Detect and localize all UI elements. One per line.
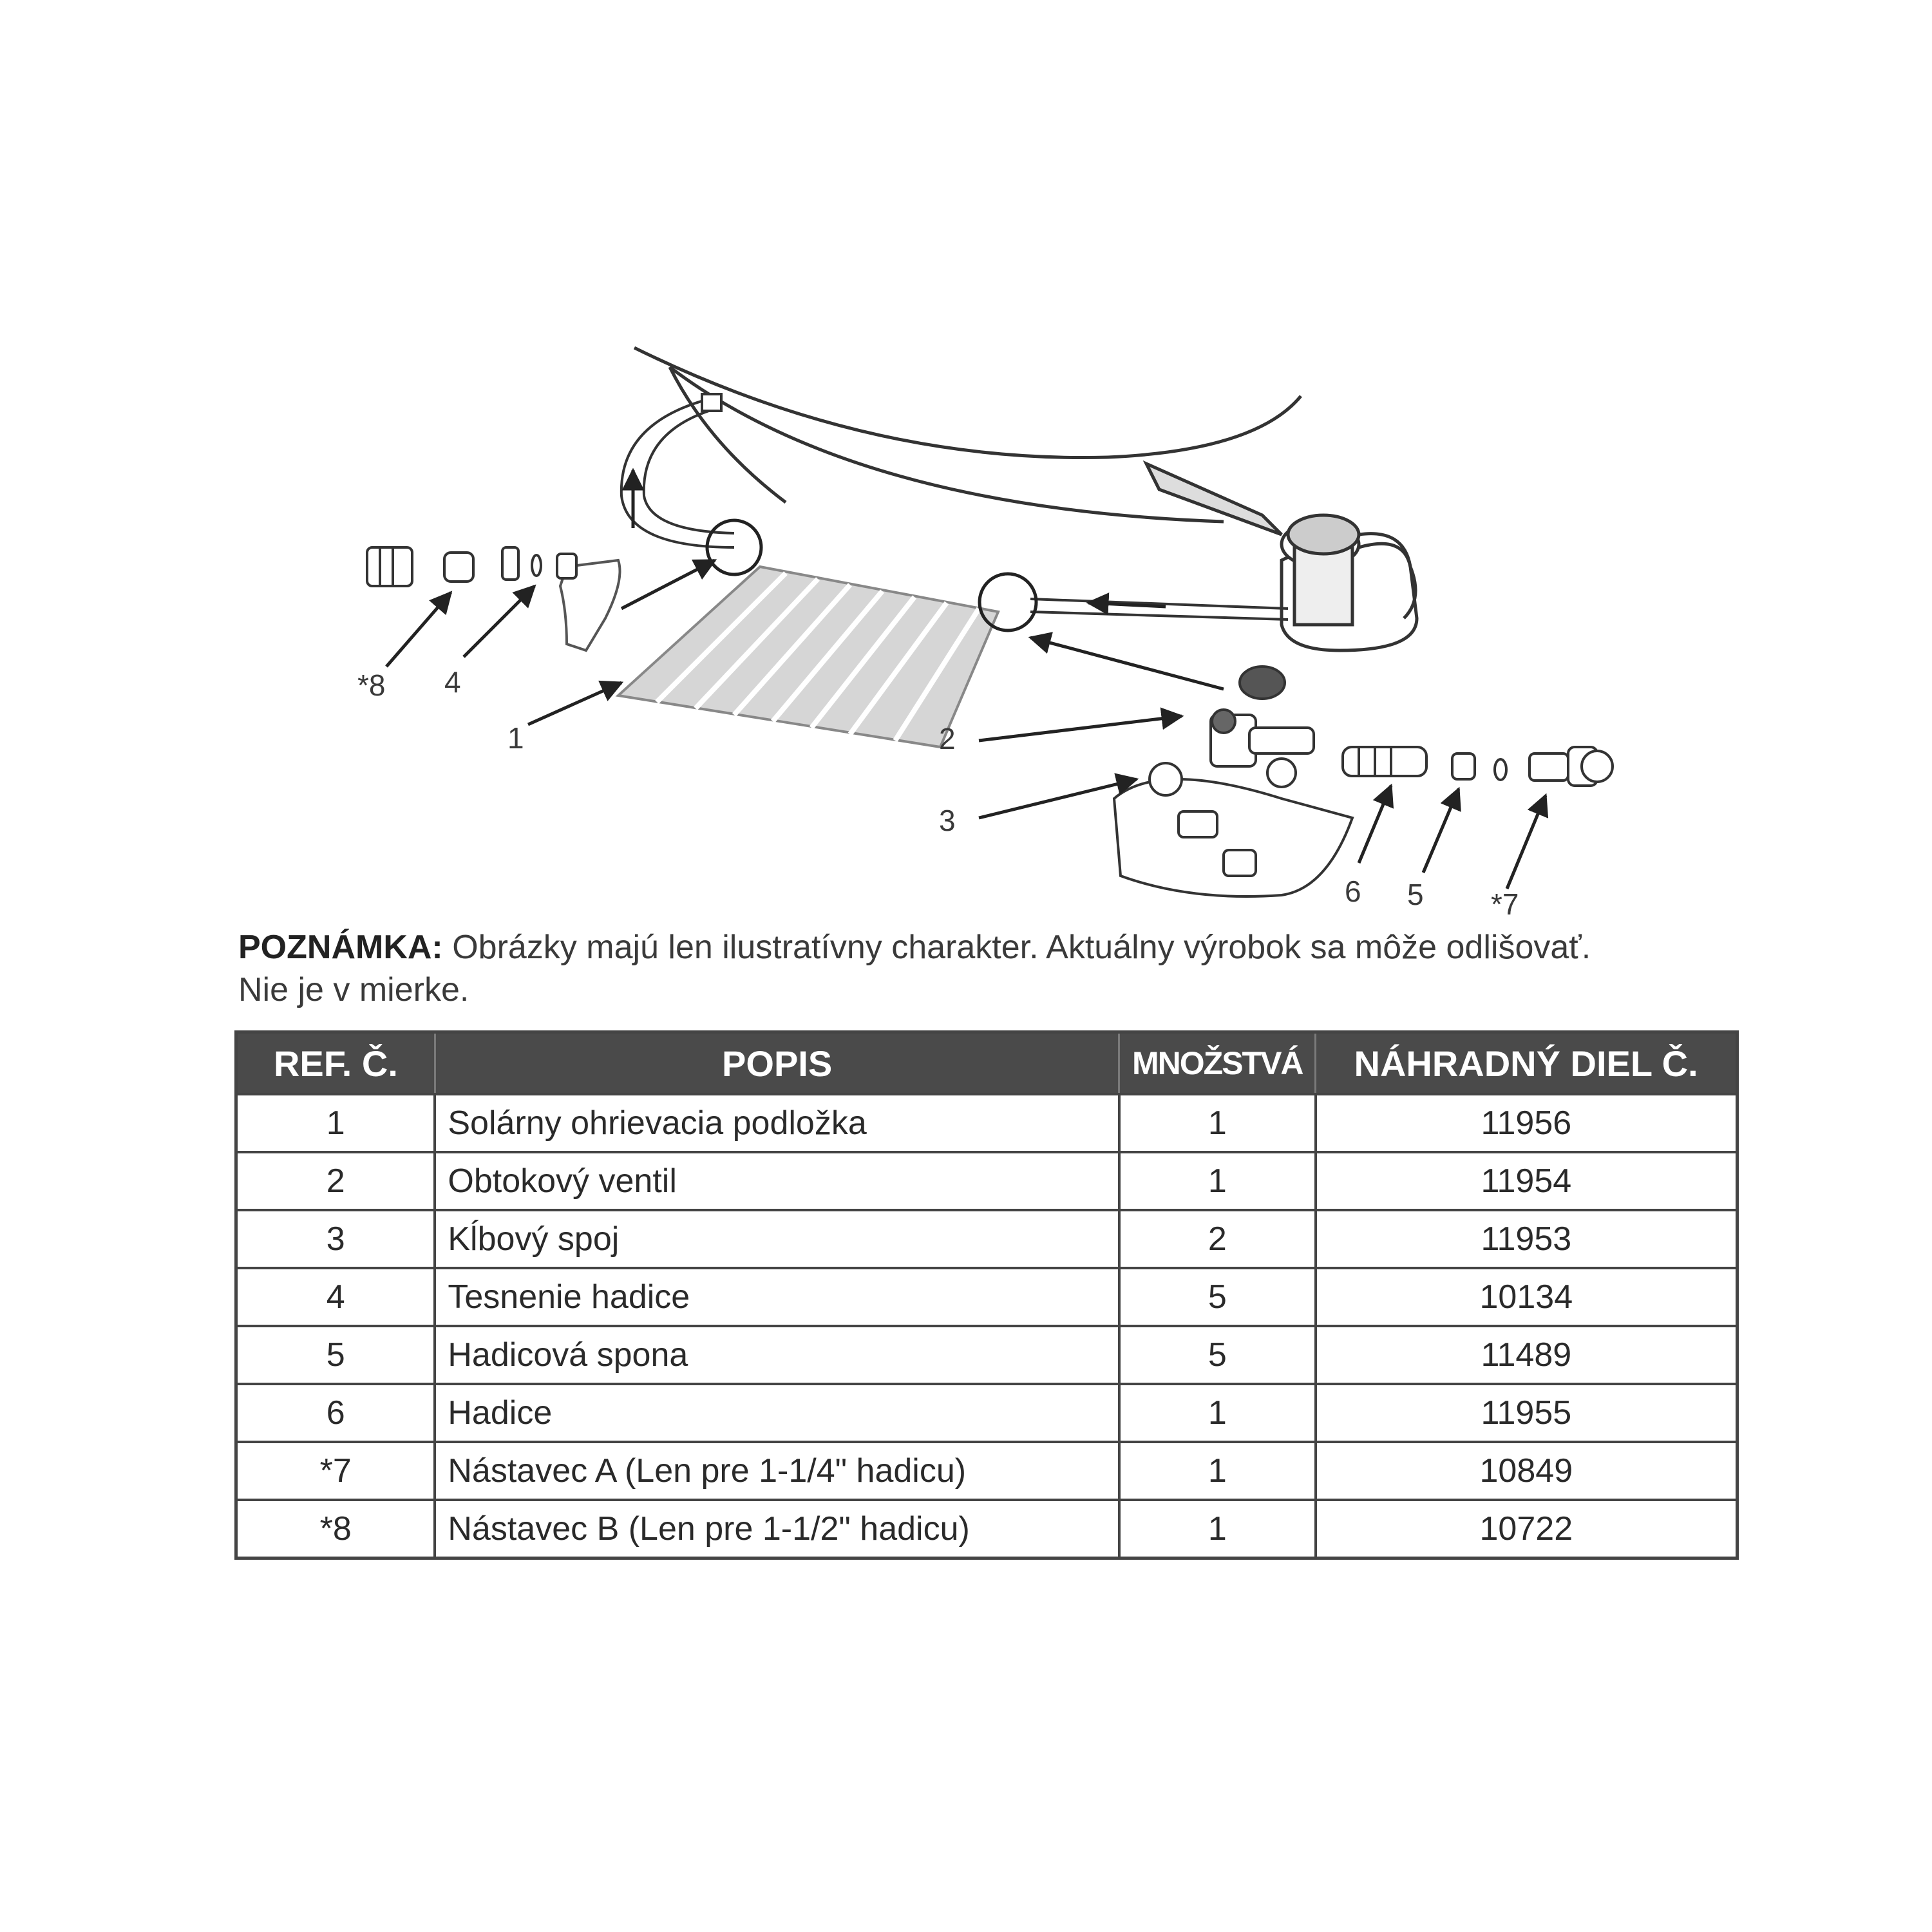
cell-description: Hadicová spona <box>435 1326 1119 1384</box>
cell-part-number: 11956 <box>1316 1094 1738 1152</box>
callout-label: 5 <box>1407 878 1424 911</box>
cell-description: Obtokový ventil <box>435 1152 1119 1210</box>
hose-right <box>1343 747 1426 776</box>
cell-quantity: 1 <box>1119 1442 1316 1500</box>
cell-quantity: 1 <box>1119 1500 1316 1558</box>
pump-hose <box>1030 599 1288 620</box>
cell-quantity: 5 <box>1119 1326 1316 1384</box>
hose-clamp-right <box>1452 753 1506 780</box>
table-row <box>236 1210 1738 1268</box>
cell-description: Nástavec B (Len pre 1-1/2" hadicu) <box>435 1500 1119 1558</box>
mat-outlet-circle <box>980 574 1036 630</box>
cell-ref: 5 <box>236 1326 435 1384</box>
cell-part-number: 11954 <box>1316 1152 1738 1210</box>
cell-ref: *7 <box>236 1442 435 1500</box>
note <box>238 926 1745 1011</box>
cell-part-number: 11953 <box>1316 1210 1738 1268</box>
table-row <box>236 1500 1738 1558</box>
table-row <box>236 1442 1738 1500</box>
cell-part-number: 11489 <box>1316 1326 1738 1384</box>
cell-quantity: 5 <box>1119 1268 1316 1326</box>
adapter-b-left <box>367 547 412 586</box>
note-line2: Nie je v mierke. <box>238 971 469 1009</box>
bypass-valve <box>1211 667 1314 766</box>
cell-quantity: 1 <box>1119 1094 1316 1152</box>
table-header-row <box>236 1032 1738 1095</box>
callout-label: 6 <box>1345 875 1361 908</box>
cell-quantity: 1 <box>1119 1152 1316 1210</box>
cell-ref: 1 <box>236 1094 435 1152</box>
table-row <box>236 1268 1738 1326</box>
cell-ref: 3 <box>236 1210 435 1268</box>
cell-ref: 6 <box>236 1384 435 1442</box>
cell-quantity: 2 <box>1119 1210 1316 1268</box>
cell-description: Kĺbový spoj <box>435 1210 1119 1268</box>
callout-label: 3 <box>939 804 956 837</box>
table-row <box>236 1384 1738 1442</box>
callout-label: *7 <box>1491 887 1519 921</box>
cell-part-number: 10134 <box>1316 1268 1738 1326</box>
cell-part-number: 10849 <box>1316 1442 1738 1500</box>
cell-part-number: 11955 <box>1316 1384 1738 1442</box>
cell-ref: *8 <box>236 1500 435 1558</box>
callout-label: 2 <box>939 722 956 755</box>
header-part-number: NÁHRADNÝ DIEL Č. <box>1316 1032 1738 1095</box>
cell-description: Tesnenie hadice <box>435 1268 1119 1326</box>
exploded-parts-diagram <box>0 0 1932 927</box>
pool-fittings <box>1114 759 1352 896</box>
cell-description: Hadice <box>435 1384 1119 1442</box>
table-row <box>236 1326 1738 1384</box>
connector-left <box>502 547 576 580</box>
header-quantity: MNOŽSTVÁ <box>1119 1032 1316 1095</box>
note-label: POZNÁMKA: <box>238 929 443 966</box>
cell-description: Nástavec A (Len pre 1-1/4" hadicu) <box>435 1442 1119 1500</box>
header-description: POPIS <box>435 1032 1119 1095</box>
cell-description: Solárny ohrievacia podložka <box>435 1094 1119 1152</box>
note-line1: Obrázky majú len ilustratívny charakter. Aktuálny výrobok sa môže odlišovať. <box>442 929 1591 966</box>
solar-mat <box>618 567 998 747</box>
cell-quantity: 1 <box>1119 1384 1316 1442</box>
callout-label: 4 <box>444 665 461 699</box>
table-row <box>236 1094 1738 1152</box>
hose-clamp-left <box>444 553 473 582</box>
parts-table <box>234 1030 1739 1560</box>
filter-pump <box>1146 464 1417 650</box>
callout-label: 1 <box>507 721 524 755</box>
table-row <box>236 1152 1738 1210</box>
adapter-a-right <box>1530 747 1613 786</box>
cell-part-number: 10722 <box>1316 1500 1738 1558</box>
cell-ref: 4 <box>236 1268 435 1326</box>
header-ref: REF. Č. <box>236 1032 435 1095</box>
callout-label: *8 <box>357 668 386 702</box>
cell-ref: 2 <box>236 1152 435 1210</box>
